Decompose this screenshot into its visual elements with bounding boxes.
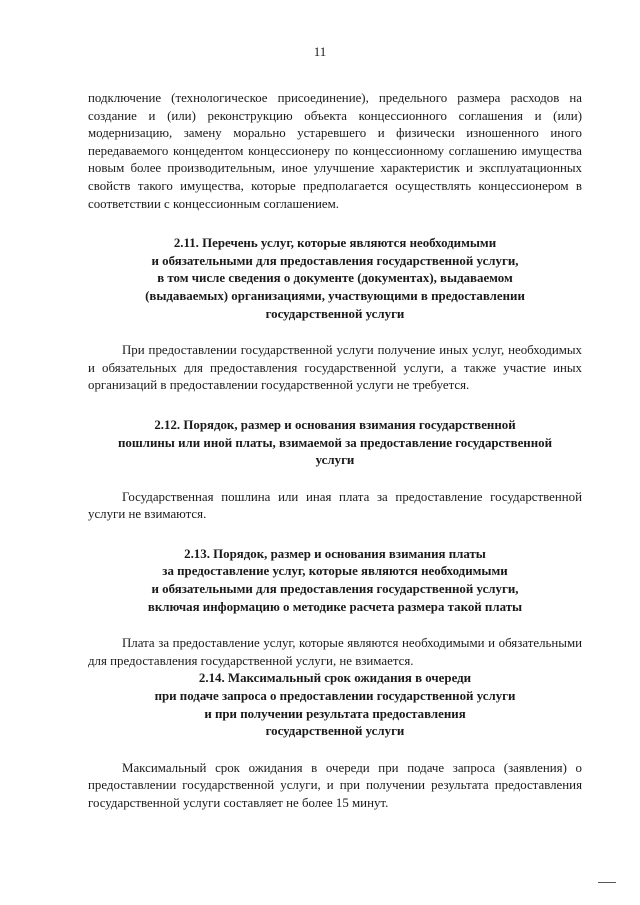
section-heading-2-12 [88,417,582,470]
heading-line: государственной услуги [265,724,405,739]
heading-line: услуги [315,453,355,468]
section-heading-2-13 [88,546,582,616]
heading-line: пошлины или иной платы, взимаемой за предоставление государственной [117,435,553,450]
heading-line: за предоставление услуг, которые являются необходимыми [162,564,508,579]
heading-line: 2.14. Максимальный срок ожидания в очереди [198,671,472,686]
heading-line: при подаче запроса о предоставлении государственной услуги [154,689,516,704]
heading-line: в том числе сведения о документе (документах), выдаваемом [157,271,513,286]
page-number: 11 [313,44,327,59]
section-body-2-14: Максимальный срок ожидания в очереди при подаче запроса (заявления) о предоставлении государственной услуги, и при получении результата предоставления государственной услуги составляет не более 15 минут. [88,760,582,810]
document-body [88,90,582,813]
section-body-2-11: При предоставлении государственной услуги получение иных услуг, необходимых и обязательных для предоставления государственной услуги, а также участие иных организаций в предоставлении государственной услуги не требуется. [88,343,582,393]
heading-line: государственной услуги [265,306,405,321]
section-heading-2-14 [88,670,582,740]
heading-line: включая информацию о методике расчета размера такой платы [147,599,523,614]
heading-line: 2.11. Перечень услуг, которые являются необходимыми [173,236,497,251]
heading-line: 2.13. Порядок, размер и основания взимания платы [184,546,486,561]
heading-line: и обязательными для предоставления государственной услуги, [151,253,519,268]
scan-corner-mark [598,882,616,883]
continuation-paragraph: подключение (технологическое присоединение), предельного размера расходов на создание и (или) реконструкцию объекта концессионного соглашения и (или) модернизацию, замену морально устаревшего и физически изношенного иного передаваемого концедентом концессионеру по концессионному соглашению имущества новым более производительным, иное улучшение характеристик и эксплуатационных свойств такого имущества, которые предполагается осуществлять концессионером в соответствии с концессионным соглашением. [88,91,582,211]
heading-line: и при получении результата предоставления [204,706,466,721]
section-heading-2-11 [88,235,582,323]
section-body-2-13: Плата за предоставление услуг, которые являются необходимыми и обязательными для предоставления государственной услуги, не взимается. [88,636,582,668]
heading-line: (выдаваемых) организациями, участвующими в предоставлении [145,288,525,303]
heading-line: и обязательными для предоставления государственной услуги, [151,582,519,597]
section-body-2-12: Государственная пошлина или иная плата за предоставление государственной услуги не взимаются. [88,489,582,522]
heading-line: 2.12. Порядок, размер и основания взимания государственной [154,417,516,432]
